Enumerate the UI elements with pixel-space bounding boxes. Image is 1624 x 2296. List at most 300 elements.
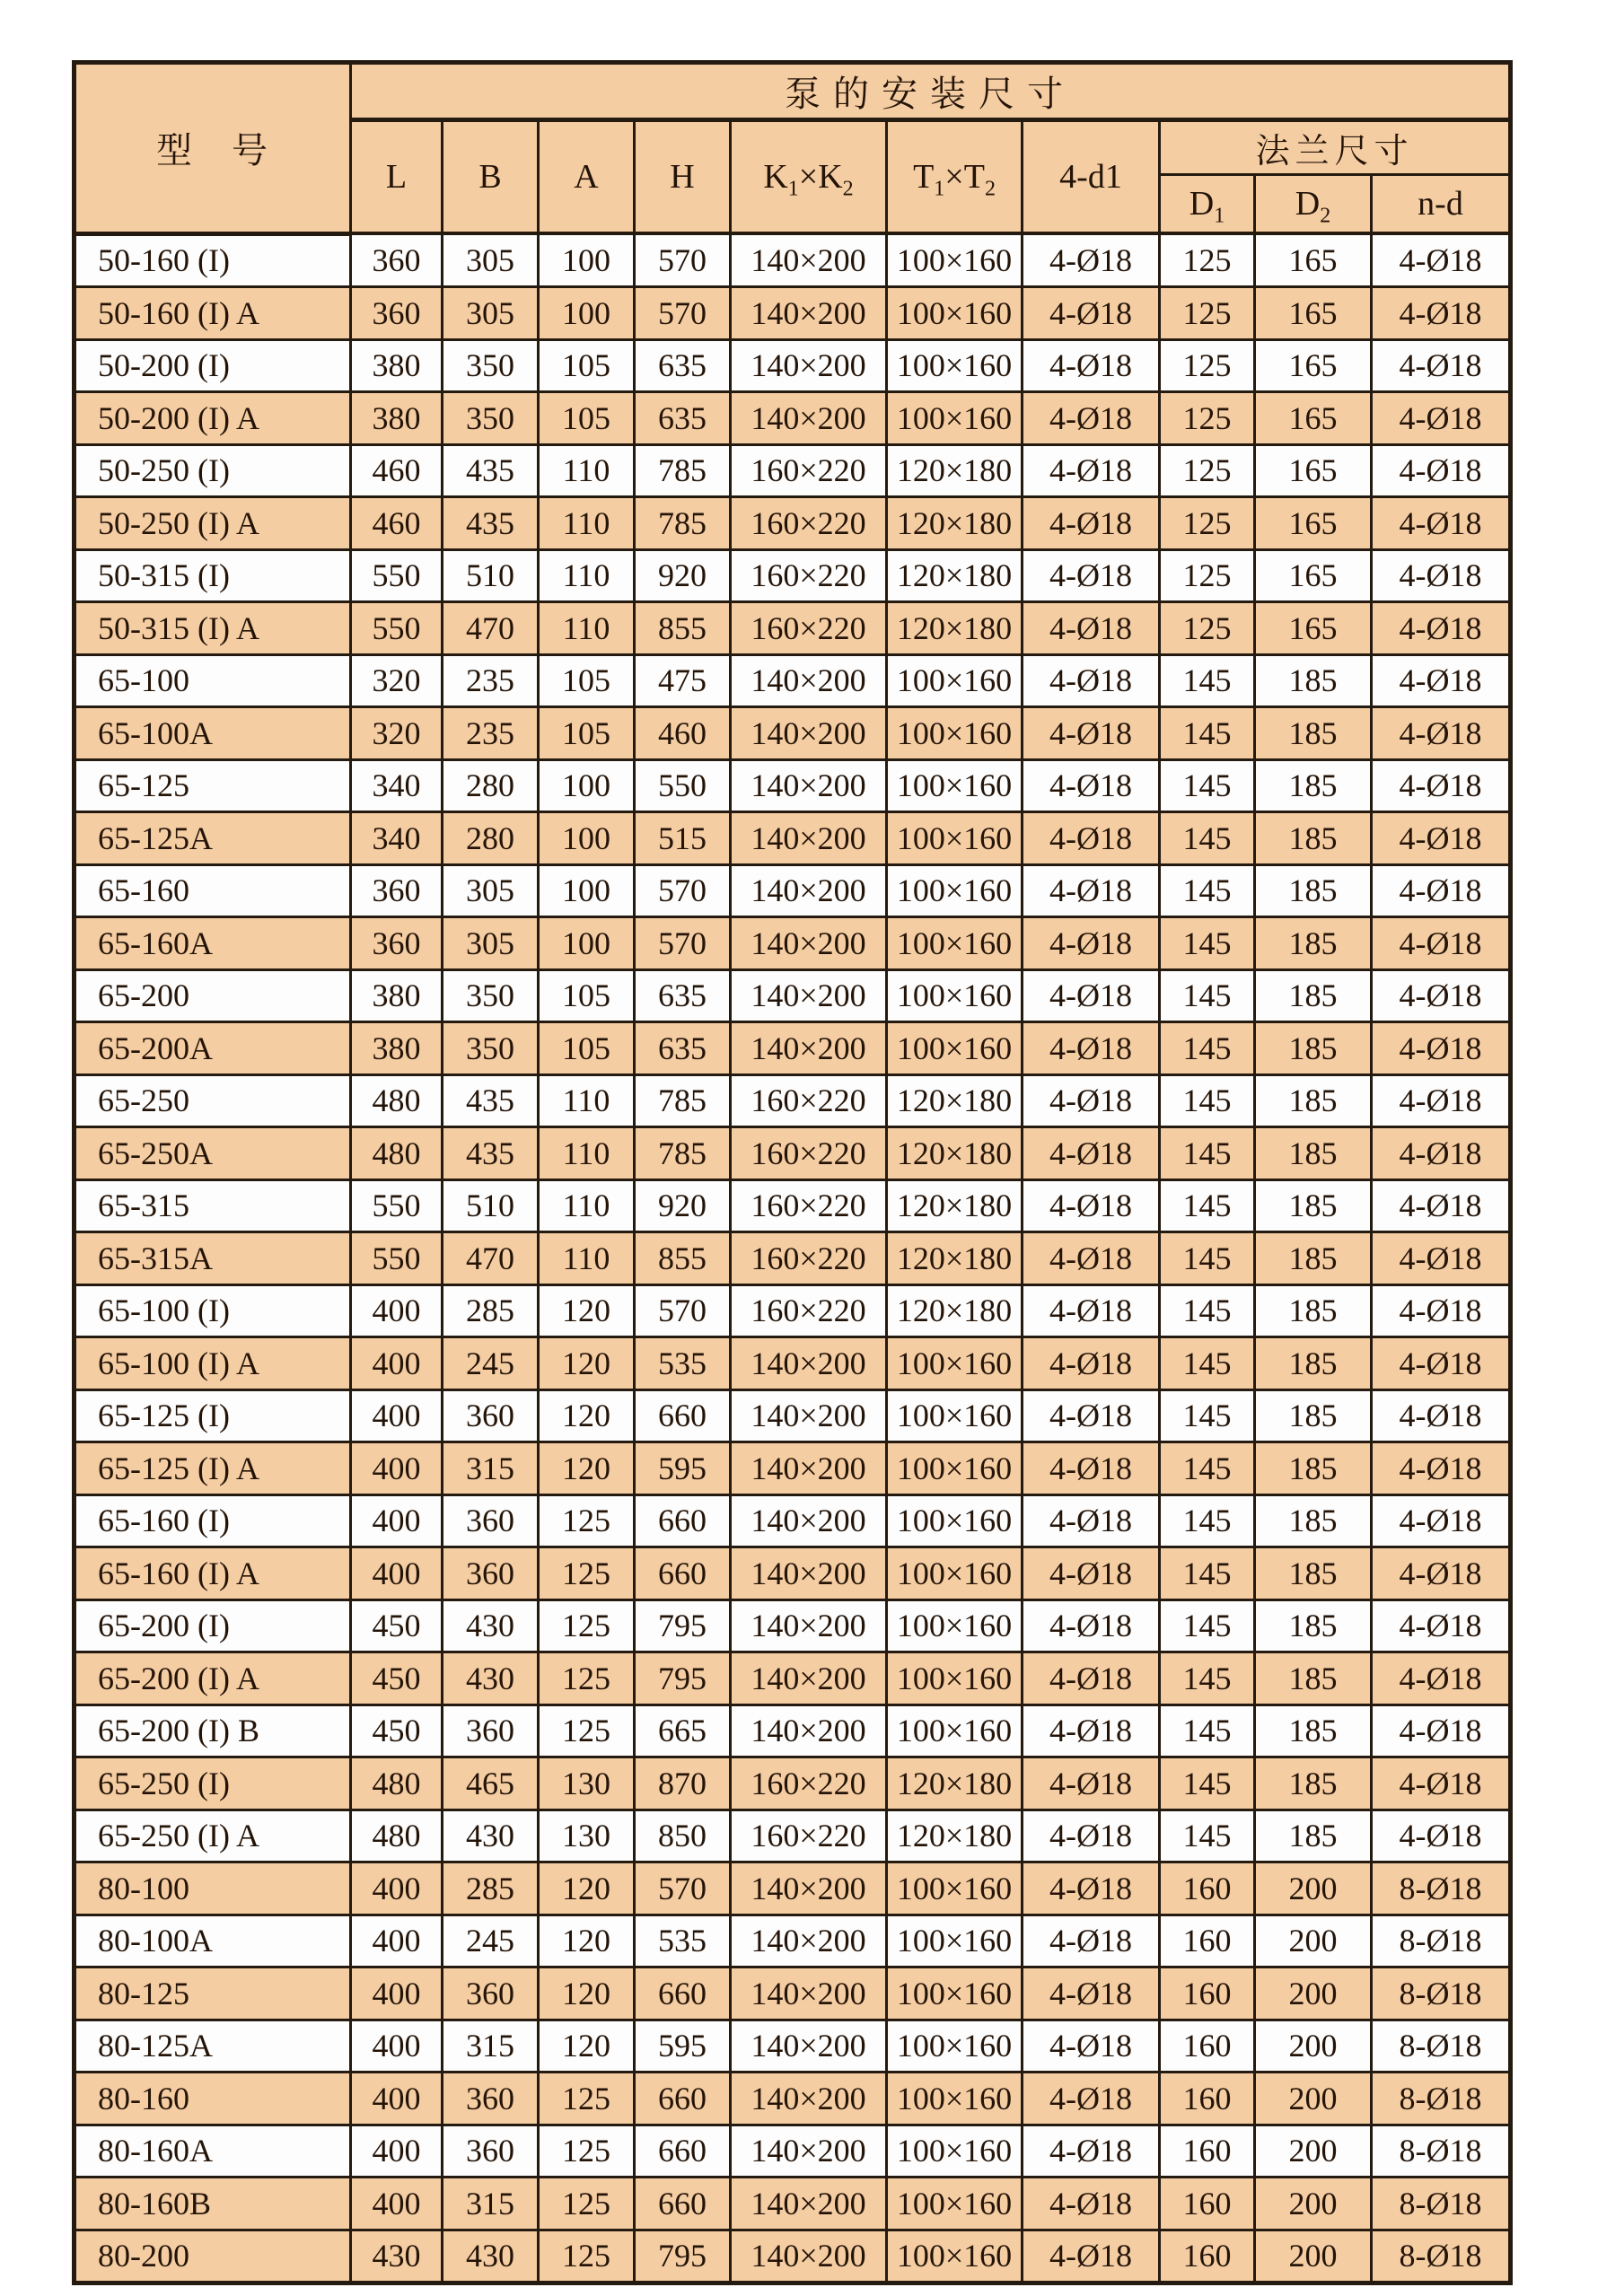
value-cell-d1: 4-Ø18 xyxy=(1023,497,1160,550)
table-row xyxy=(75,654,1511,707)
value-cell-A: 110 xyxy=(539,1074,635,1127)
value-cell-D2: 200 xyxy=(1255,2230,1372,2283)
value-cell-D2: 165 xyxy=(1255,549,1372,602)
value-cell-nd: 4-Ø18 xyxy=(1372,1704,1511,1757)
value-cell-L: 400 xyxy=(351,1337,443,1390)
value-cell-H: 660 xyxy=(635,1389,731,1442)
model-cell: 65-100 xyxy=(75,654,351,707)
value-cell-A: 110 xyxy=(539,444,635,497)
table-row xyxy=(75,497,1511,550)
value-cell-D2: 185 xyxy=(1255,1704,1372,1757)
value-cell-H: 570 xyxy=(635,287,731,340)
value-cell-D2: 185 xyxy=(1255,1232,1372,1285)
value-cell-D1: 145 xyxy=(1160,1074,1255,1127)
value-cell-H: 665 xyxy=(635,1704,731,1757)
model-cell: 65-250 (I) xyxy=(75,1757,351,1810)
value-cell-D1: 125 xyxy=(1160,339,1255,392)
value-cell-d1: 4-Ø18 xyxy=(1023,339,1160,392)
value-cell-K: 140×200 xyxy=(731,2178,887,2230)
table-row xyxy=(75,2125,1511,2178)
value-cell-D2: 165 xyxy=(1255,444,1372,497)
value-cell-L: 380 xyxy=(351,969,443,1022)
value-cell-D2: 165 xyxy=(1255,392,1372,445)
value-cell-B: 510 xyxy=(443,549,539,602)
value-cell-T: 100×160 xyxy=(887,969,1023,1022)
value-cell-B: 305 xyxy=(443,233,539,287)
value-cell-B: 360 xyxy=(443,2073,539,2125)
value-cell-A: 125 xyxy=(539,2230,635,2283)
value-cell-D1: 145 xyxy=(1160,1389,1255,1442)
value-cell-K: 160×220 xyxy=(731,602,887,655)
header-col-L: L xyxy=(351,120,443,234)
value-cell-D2: 200 xyxy=(1255,1967,1372,2020)
table-row xyxy=(75,1442,1511,1495)
model-cell: 50-200 (I) xyxy=(75,339,351,392)
value-cell-L: 320 xyxy=(351,707,443,760)
value-cell-H: 795 xyxy=(635,2230,731,2283)
value-cell-A: 110 xyxy=(539,1232,635,1285)
value-cell-B: 510 xyxy=(443,1179,539,1232)
value-cell-nd: 8-Ø18 xyxy=(1372,2020,1511,2073)
model-cell: 65-200 (I) A xyxy=(75,1652,351,1705)
value-cell-nd: 4-Ø18 xyxy=(1372,1179,1511,1232)
value-cell-D2: 185 xyxy=(1255,707,1372,760)
model-cell: 50-315 (I) xyxy=(75,549,351,602)
value-cell-A: 120 xyxy=(539,1967,635,2020)
value-cell-H: 475 xyxy=(635,654,731,707)
table-body xyxy=(75,233,1511,2283)
value-cell-D1: 145 xyxy=(1160,917,1255,970)
value-cell-A: 100 xyxy=(539,233,635,287)
value-cell-T: 100×160 xyxy=(887,233,1023,287)
value-cell-D1: 145 xyxy=(1160,1704,1255,1757)
value-cell-B: 285 xyxy=(443,1862,539,1915)
table-row xyxy=(75,812,1511,865)
value-cell-d1: 4-Ø18 xyxy=(1023,1757,1160,1810)
value-cell-A: 125 xyxy=(539,2178,635,2230)
table-row xyxy=(75,917,1511,970)
value-cell-L: 450 xyxy=(351,1599,443,1652)
value-cell-K: 140×200 xyxy=(731,2020,887,2073)
value-cell-H: 660 xyxy=(635,1494,731,1547)
value-cell-T: 100×160 xyxy=(887,812,1023,865)
value-cell-H: 635 xyxy=(635,969,731,1022)
value-cell-T: 100×160 xyxy=(887,1862,1023,1915)
value-cell-L: 400 xyxy=(351,1862,443,1915)
model-cell: 65-160 (I) A xyxy=(75,1547,351,1600)
table-row xyxy=(75,2178,1511,2230)
value-cell-H: 795 xyxy=(635,1599,731,1652)
value-cell-H: 570 xyxy=(635,1862,731,1915)
value-cell-K: 140×200 xyxy=(731,917,887,970)
value-cell-A: 110 xyxy=(539,602,635,655)
value-cell-D1: 145 xyxy=(1160,1232,1255,1285)
value-cell-B: 280 xyxy=(443,759,539,812)
value-cell-B: 465 xyxy=(443,1757,539,1810)
d1-sub: 1 xyxy=(1214,204,1225,228)
value-cell-L: 360 xyxy=(351,917,443,970)
value-cell-H: 635 xyxy=(635,1022,731,1075)
value-cell-B: 470 xyxy=(443,1232,539,1285)
value-cell-D1: 145 xyxy=(1160,1599,1255,1652)
header-col-D2 xyxy=(1255,175,1372,234)
value-cell-L: 360 xyxy=(351,287,443,340)
value-cell-nd: 8-Ø18 xyxy=(1372,2073,1511,2125)
value-cell-T: 100×160 xyxy=(887,1599,1023,1652)
value-cell-nd: 4-Ø18 xyxy=(1372,444,1511,497)
value-cell-D1: 145 xyxy=(1160,759,1255,812)
value-cell-d1: 4-Ø18 xyxy=(1023,1862,1160,1915)
value-cell-B: 360 xyxy=(443,1967,539,2020)
value-cell-L: 400 xyxy=(351,2125,443,2178)
value-cell-K: 160×220 xyxy=(731,1284,887,1337)
value-cell-T: 100×160 xyxy=(887,2230,1023,2283)
value-cell-D2: 185 xyxy=(1255,1389,1372,1442)
value-cell-L: 380 xyxy=(351,339,443,392)
value-cell-H: 660 xyxy=(635,1967,731,2020)
table-row xyxy=(75,1757,1511,1810)
model-cell: 80-160B xyxy=(75,2178,351,2230)
value-cell-D2: 185 xyxy=(1255,1547,1372,1600)
value-cell-K: 140×200 xyxy=(731,2073,887,2125)
value-cell-B: 435 xyxy=(443,444,539,497)
value-cell-B: 280 xyxy=(443,812,539,865)
value-cell-nd: 8-Ø18 xyxy=(1372,2178,1511,2230)
table-header xyxy=(75,63,1511,234)
value-cell-B: 430 xyxy=(443,2230,539,2283)
model-cell: 80-100 xyxy=(75,1862,351,1915)
value-cell-D1: 160 xyxy=(1160,2073,1255,2125)
value-cell-L: 550 xyxy=(351,1232,443,1285)
value-cell-H: 550 xyxy=(635,759,731,812)
value-cell-A: 120 xyxy=(539,1389,635,1442)
value-cell-d1: 4-Ø18 xyxy=(1023,1915,1160,1967)
value-cell-B: 315 xyxy=(443,2020,539,2073)
table-row xyxy=(75,1284,1511,1337)
t2-base: T xyxy=(963,158,985,196)
value-cell-L: 550 xyxy=(351,602,443,655)
table-row xyxy=(75,1127,1511,1180)
table-row xyxy=(75,1389,1511,1442)
value-cell-L: 400 xyxy=(351,1389,443,1442)
table-row xyxy=(75,2073,1511,2125)
value-cell-d1: 4-Ø18 xyxy=(1023,812,1160,865)
model-cell: 65-315A xyxy=(75,1232,351,1285)
table-row xyxy=(75,1547,1511,1600)
k2-sub: 2 xyxy=(842,177,854,201)
t1-sub: 1 xyxy=(934,177,945,201)
value-cell-D2: 185 xyxy=(1255,1599,1372,1652)
model-cell: 65-160 xyxy=(75,864,351,917)
value-cell-B: 350 xyxy=(443,339,539,392)
table-row xyxy=(75,1810,1511,1862)
value-cell-nd: 4-Ø18 xyxy=(1372,707,1511,760)
value-cell-K: 160×220 xyxy=(731,444,887,497)
value-cell-A: 110 xyxy=(539,497,635,550)
value-cell-H: 515 xyxy=(635,812,731,865)
value-cell-B: 360 xyxy=(443,1494,539,1547)
value-cell-L: 480 xyxy=(351,1127,443,1180)
value-cell-D2: 185 xyxy=(1255,1337,1372,1390)
value-cell-K: 140×200 xyxy=(731,1967,887,2020)
value-cell-d1: 4-Ø18 xyxy=(1023,1494,1160,1547)
value-cell-K: 140×200 xyxy=(731,1022,887,1075)
value-cell-T: 100×160 xyxy=(887,1494,1023,1547)
value-cell-d1: 4-Ø18 xyxy=(1023,864,1160,917)
value-cell-d1: 4-Ø18 xyxy=(1023,969,1160,1022)
value-cell-d1: 4-Ø18 xyxy=(1023,1337,1160,1390)
value-cell-A: 110 xyxy=(539,1179,635,1232)
value-cell-H: 855 xyxy=(635,602,731,655)
value-cell-B: 245 xyxy=(443,1337,539,1390)
value-cell-H: 635 xyxy=(635,392,731,445)
value-cell-D1: 160 xyxy=(1160,1862,1255,1915)
value-cell-B: 315 xyxy=(443,2178,539,2230)
table-row xyxy=(75,1704,1511,1757)
value-cell-B: 305 xyxy=(443,917,539,970)
header-flange-dimensions: 法兰尺寸 xyxy=(1160,120,1511,175)
value-cell-H: 660 xyxy=(635,1547,731,1600)
value-cell-H: 570 xyxy=(635,233,731,287)
value-cell-D1: 145 xyxy=(1160,1810,1255,1862)
value-cell-B: 360 xyxy=(443,1547,539,1600)
value-cell-T: 100×160 xyxy=(887,1652,1023,1705)
value-cell-T: 100×160 xyxy=(887,1547,1023,1600)
value-cell-A: 105 xyxy=(539,339,635,392)
value-cell-nd: 4-Ø18 xyxy=(1372,1547,1511,1600)
value-cell-K: 140×200 xyxy=(731,759,887,812)
value-cell-D1: 160 xyxy=(1160,1967,1255,2020)
value-cell-nd: 4-Ø18 xyxy=(1372,1232,1511,1285)
value-cell-H: 635 xyxy=(635,339,731,392)
model-cell: 80-160 xyxy=(75,2073,351,2125)
value-cell-L: 320 xyxy=(351,654,443,707)
table-row xyxy=(75,287,1511,340)
value-cell-nd: 4-Ø18 xyxy=(1372,1442,1511,1495)
model-cell: 65-100 (I) xyxy=(75,1284,351,1337)
value-cell-T: 100×160 xyxy=(887,917,1023,970)
value-cell-L: 430 xyxy=(351,2230,443,2283)
value-cell-nd: 4-Ø18 xyxy=(1372,602,1511,655)
value-cell-nd: 8-Ø18 xyxy=(1372,2125,1511,2178)
value-cell-L: 450 xyxy=(351,1704,443,1757)
value-cell-A: 125 xyxy=(539,2125,635,2178)
table-row xyxy=(75,602,1511,655)
header-col-B: B xyxy=(443,120,539,234)
value-cell-D1: 145 xyxy=(1160,864,1255,917)
value-cell-A: 100 xyxy=(539,812,635,865)
value-cell-D2: 200 xyxy=(1255,2020,1372,2073)
table-row xyxy=(75,1337,1511,1390)
table-row xyxy=(75,1599,1511,1652)
value-cell-nd: 4-Ø18 xyxy=(1372,1810,1511,1862)
value-cell-D2: 165 xyxy=(1255,233,1372,287)
model-cell: 80-200 xyxy=(75,2230,351,2283)
model-cell: 65-315 xyxy=(75,1179,351,1232)
value-cell-L: 360 xyxy=(351,864,443,917)
value-cell-T: 100×160 xyxy=(887,707,1023,760)
value-cell-K: 140×200 xyxy=(731,2125,887,2178)
value-cell-nd: 4-Ø18 xyxy=(1372,1127,1511,1180)
value-cell-d1: 4-Ø18 xyxy=(1023,2230,1160,2283)
value-cell-D1: 125 xyxy=(1160,602,1255,655)
value-cell-L: 400 xyxy=(351,1915,443,1967)
model-cell: 80-125 xyxy=(75,1967,351,2020)
value-cell-A: 100 xyxy=(539,759,635,812)
value-cell-L: 400 xyxy=(351,1547,443,1600)
t1-base: T xyxy=(913,158,935,196)
value-cell-B: 435 xyxy=(443,1074,539,1127)
value-cell-K: 140×200 xyxy=(731,1704,887,1757)
table-row xyxy=(75,969,1511,1022)
value-cell-D2: 185 xyxy=(1255,917,1372,970)
value-cell-K: 160×220 xyxy=(731,1074,887,1127)
model-cell: 65-125A xyxy=(75,812,351,865)
value-cell-D1: 125 xyxy=(1160,233,1255,287)
k1-base: K xyxy=(763,158,788,196)
value-cell-T: 100×160 xyxy=(887,1442,1023,1495)
value-cell-A: 125 xyxy=(539,1599,635,1652)
value-cell-d1: 4-Ø18 xyxy=(1023,1284,1160,1337)
value-cell-T: 100×160 xyxy=(887,2125,1023,2178)
value-cell-K: 140×200 xyxy=(731,1547,887,1600)
value-cell-nd: 4-Ø18 xyxy=(1372,1074,1511,1127)
model-cell: 80-125A xyxy=(75,2020,351,2073)
value-cell-L: 380 xyxy=(351,1022,443,1075)
value-cell-T: 120×180 xyxy=(887,1757,1023,1810)
value-cell-d1: 4-Ø18 xyxy=(1023,2178,1160,2230)
value-cell-T: 120×180 xyxy=(887,549,1023,602)
value-cell-T: 100×160 xyxy=(887,392,1023,445)
model-cell: 65-200 (I) B xyxy=(75,1704,351,1757)
value-cell-A: 105 xyxy=(539,1022,635,1075)
value-cell-L: 480 xyxy=(351,1757,443,1810)
value-cell-nd: 4-Ø18 xyxy=(1372,287,1511,340)
value-cell-D1: 145 xyxy=(1160,1547,1255,1600)
value-cell-L: 400 xyxy=(351,1284,443,1337)
value-cell-A: 125 xyxy=(539,1494,635,1547)
value-cell-d1: 4-Ø18 xyxy=(1023,1022,1160,1075)
value-cell-H: 850 xyxy=(635,1810,731,1862)
value-cell-H: 660 xyxy=(635,2125,731,2178)
value-cell-K: 140×200 xyxy=(731,1442,887,1495)
value-cell-D1: 145 xyxy=(1160,1494,1255,1547)
value-cell-D1: 125 xyxy=(1160,287,1255,340)
value-cell-nd: 8-Ø18 xyxy=(1372,1862,1511,1915)
value-cell-B: 305 xyxy=(443,287,539,340)
value-cell-L: 550 xyxy=(351,549,443,602)
value-cell-nd: 4-Ø18 xyxy=(1372,1389,1511,1442)
value-cell-A: 100 xyxy=(539,864,635,917)
value-cell-D1: 160 xyxy=(1160,2178,1255,2230)
value-cell-d1: 4-Ø18 xyxy=(1023,1179,1160,1232)
value-cell-D2: 165 xyxy=(1255,287,1372,340)
value-cell-D2: 200 xyxy=(1255,2125,1372,2178)
model-cell: 50-250 (I) xyxy=(75,444,351,497)
value-cell-D1: 145 xyxy=(1160,969,1255,1022)
value-cell-D2: 200 xyxy=(1255,2178,1372,2230)
model-cell: 50-315 (I) A xyxy=(75,602,351,655)
value-cell-L: 450 xyxy=(351,1652,443,1705)
table-row xyxy=(75,1967,1511,2020)
value-cell-D2: 185 xyxy=(1255,1494,1372,1547)
k1-sub: 1 xyxy=(787,177,799,201)
value-cell-nd: 4-Ø18 xyxy=(1372,654,1511,707)
header-col-T1xT2 xyxy=(887,120,1023,234)
header-col-A: A xyxy=(539,120,635,234)
value-cell-T: 100×160 xyxy=(887,1915,1023,1967)
model-cell: 65-250 xyxy=(75,1074,351,1127)
value-cell-L: 400 xyxy=(351,2178,443,2230)
value-cell-D1: 125 xyxy=(1160,444,1255,497)
value-cell-H: 570 xyxy=(635,864,731,917)
value-cell-L: 340 xyxy=(351,812,443,865)
value-cell-H: 535 xyxy=(635,1915,731,1967)
value-cell-D1: 145 xyxy=(1160,1337,1255,1390)
value-cell-A: 125 xyxy=(539,2073,635,2125)
value-cell-A: 120 xyxy=(539,1862,635,1915)
value-cell-d1: 4-Ø18 xyxy=(1023,1389,1160,1442)
value-cell-B: 470 xyxy=(443,602,539,655)
value-cell-nd: 4-Ø18 xyxy=(1372,864,1511,917)
value-cell-D2: 185 xyxy=(1255,969,1372,1022)
value-cell-B: 285 xyxy=(443,1284,539,1337)
value-cell-K: 140×200 xyxy=(731,1494,887,1547)
value-cell-D2: 185 xyxy=(1255,654,1372,707)
value-cell-K: 140×200 xyxy=(731,1337,887,1390)
model-cell: 50-200 (I) A xyxy=(75,392,351,445)
value-cell-K: 160×220 xyxy=(731,1757,887,1810)
value-cell-T: 100×160 xyxy=(887,339,1023,392)
value-cell-B: 435 xyxy=(443,497,539,550)
value-cell-D1: 160 xyxy=(1160,1915,1255,1967)
value-cell-T: 120×180 xyxy=(887,497,1023,550)
value-cell-d1: 4-Ø18 xyxy=(1023,444,1160,497)
value-cell-L: 400 xyxy=(351,1494,443,1547)
value-cell-H: 785 xyxy=(635,497,731,550)
value-cell-T: 120×180 xyxy=(887,1284,1023,1337)
value-cell-H: 535 xyxy=(635,1337,731,1390)
value-cell-H: 870 xyxy=(635,1757,731,1810)
model-cell: 65-200 xyxy=(75,969,351,1022)
value-cell-H: 595 xyxy=(635,2020,731,2073)
header-col-D1 xyxy=(1160,175,1255,234)
value-cell-D1: 160 xyxy=(1160,2125,1255,2178)
header-model: 型 号 xyxy=(75,63,351,234)
value-cell-d1: 4-Ø18 xyxy=(1023,1074,1160,1127)
value-cell-L: 360 xyxy=(351,233,443,287)
header-col-nd: n-d xyxy=(1372,175,1511,234)
value-cell-d1: 4-Ø18 xyxy=(1023,1547,1160,1600)
value-cell-A: 105 xyxy=(539,654,635,707)
table-row xyxy=(75,1862,1511,1915)
value-cell-A: 125 xyxy=(539,1652,635,1705)
table-row xyxy=(75,1179,1511,1232)
value-cell-A: 105 xyxy=(539,707,635,760)
value-cell-D1: 145 xyxy=(1160,1179,1255,1232)
value-cell-B: 430 xyxy=(443,1599,539,1652)
table-row xyxy=(75,233,1511,287)
value-cell-D2: 185 xyxy=(1255,1757,1372,1810)
value-cell-K: 140×200 xyxy=(731,1915,887,1967)
value-cell-d1: 4-Ø18 xyxy=(1023,2020,1160,2073)
value-cell-D2: 165 xyxy=(1255,497,1372,550)
value-cell-D1: 145 xyxy=(1160,654,1255,707)
model-cell: 50-160 (I) xyxy=(75,233,351,287)
model-cell: 65-160A xyxy=(75,917,351,970)
value-cell-T: 100×160 xyxy=(887,864,1023,917)
value-cell-A: 100 xyxy=(539,917,635,970)
